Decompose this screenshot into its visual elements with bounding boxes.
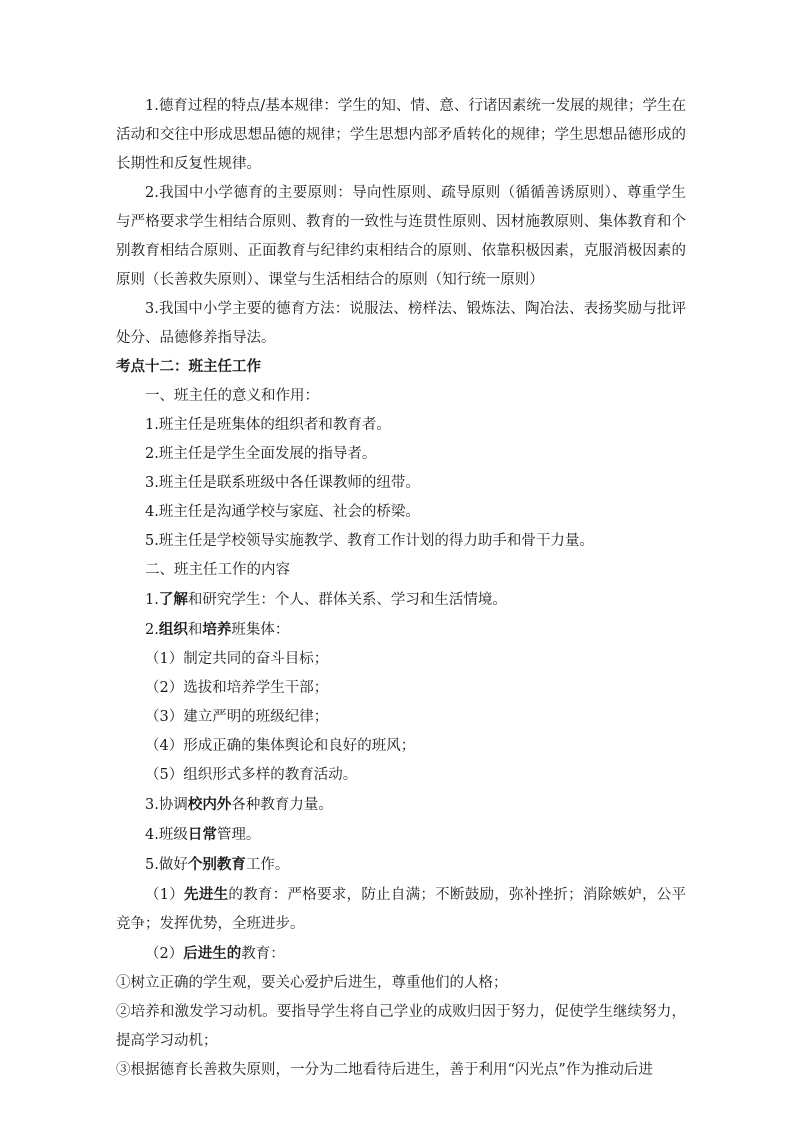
item-number: 1. [145, 592, 159, 608]
item-text: 和研究学生：个人、群体关系、学习和生活情境。 [187, 592, 507, 608]
sub-list-item: （1）制定共同的奋斗目标； [145, 651, 329, 667]
paragraph-moral-methods: 3.我国中小学主要的德育方法：说服法、榜样法、锻炼法、陶冶法、表扬奖励与批评处分、品德修养指导法。 [116, 301, 686, 346]
content-item-understand [116, 585, 686, 615]
subsection-title: 二、班主任工作的内容 [145, 562, 290, 578]
emphasis-text: 了解 [158, 591, 188, 608]
section-heading: 考点十二：班主任工作 [116, 359, 261, 375]
item-text: 工作。 [245, 857, 290, 873]
list-item: 3.班主任是联系班级中各任课教师的纽带。 [145, 475, 420, 491]
item-text: 各种教育力量。 [231, 797, 333, 813]
underachiever-item: ②培养和激发学习动机。要指导学生将自己学业的成败归因于努力，促使学生继续努力，提高学习动机； [116, 1004, 686, 1049]
item-text: 的教育：严格要求，防止自满；不断鼓励，弥补挫折；消除嫉妒，公平竞争；发挥优势，全班进步。 [116, 887, 687, 932]
item-text: 5.做好 [145, 857, 188, 873]
content-item-daily [116, 820, 686, 850]
item-number: （1） [145, 887, 185, 903]
sub-list-item: （4）形成正确的集体舆论和良好的班风； [145, 738, 416, 754]
paragraph-moral-principles: 2.我国中小学德育的主要原则：导向性原则、疏导原则（循循善诱原则）、尊重学生与严格要求学生相结合原则、教育的一致性与连贯性原则、因材施教原则、集体教育和个别教育相结合原则、正面教育与纪律约束相结合的原则、依靠积极因素，克服消极因素的原则（长善救失原则）、课堂与生活相结合的原则（知行统一原则） [116, 185, 686, 288]
subsection-title: 一、班主任的意义和作用： [145, 388, 319, 404]
item-text: 教育： [241, 946, 285, 962]
emphasis-text: 先进生 [184, 886, 229, 903]
item-number: 2. [145, 622, 159, 638]
paragraph-moral-process: 1.德育过程的特点/基本规律：学生的知、情、意、行诸因素统一发展的规律；学生在活动和交往中形成思想品德的规律；学生思想内部矛盾转化的规律；学生思想品德形成的长期性和反复性规律。 [116, 98, 686, 172]
sub-list-item: （2）选拔和培养学生干部； [145, 680, 329, 696]
underachiever-item: ①树立正确的学生观，要关心爱护后进生，尊重他们的人格； [116, 975, 508, 991]
emphasis-text: 组织 [158, 621, 188, 638]
list-item: 1.班主任是班集体的组织者和教育者。 [145, 417, 391, 433]
content-item-organize [116, 615, 686, 645]
item-text: 班集体： [231, 622, 290, 638]
list-item: 2.班主任是学生全面发展的指导者。 [145, 446, 377, 462]
underachiever-item: ③根据德育长善救失原则，一分为二地看待后进生，善于利用“闪光点”作为推动后进 [116, 1062, 653, 1078]
item-number: （2） [145, 946, 184, 962]
item-text: 3.协调 [145, 797, 188, 813]
emphasis-text: 校内外 [187, 796, 232, 813]
emphasis-text: 后进生的 [183, 945, 242, 962]
content-item-individual [116, 850, 686, 880]
emphasis-text: 日常 [187, 826, 217, 843]
list-item: 5.班主任是学校领导实施教学、教育工作计划的得力助手和骨干力量。 [145, 533, 594, 549]
emphasis-text: 培养 [202, 621, 232, 638]
emphasis-text: 个别教育 [187, 856, 246, 873]
item-text: 和 [187, 622, 203, 638]
item-text: 4.班级 [145, 827, 188, 843]
underachiever-heading [116, 939, 686, 969]
content-item-coordinate [116, 790, 686, 820]
advanced-student-paragraph [116, 880, 686, 939]
item-text: 管理。 [216, 827, 261, 843]
document-page [116, 92, 686, 1085]
sub-list-item: （3）建立严明的班级纪律； [145, 709, 329, 725]
list-item: 4.班主任是沟通学校与家庭、社会的桥梁。 [145, 504, 420, 520]
sub-list-item: （5）组织形式多样的教育活动。 [145, 767, 358, 783]
